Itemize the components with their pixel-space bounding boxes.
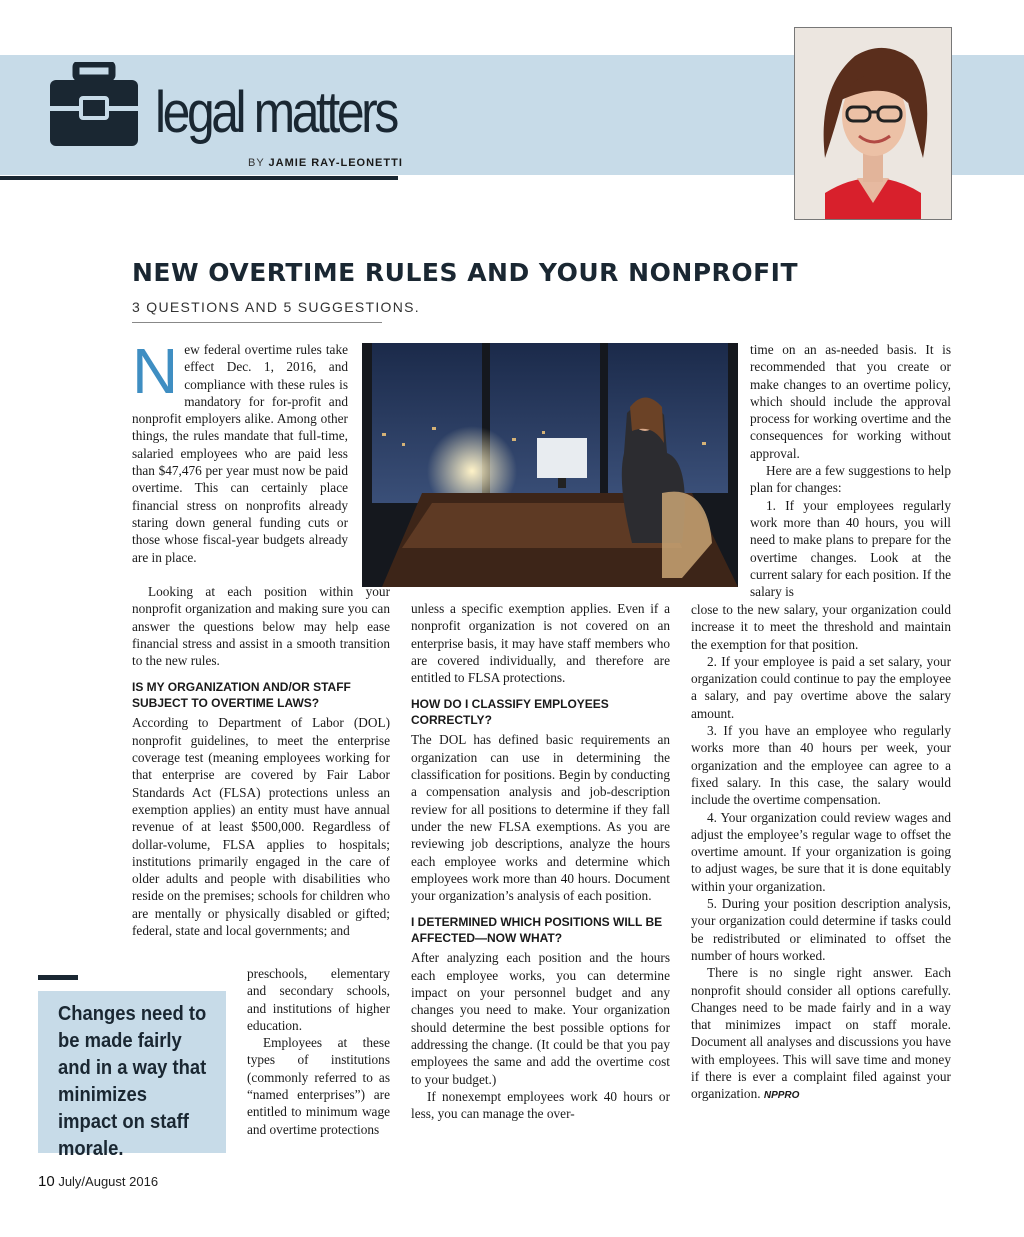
suggestion-4: 4. Your organization could review wages and adjust the employee’s regular wage to offset the overtime amount. If your organization is going to adjust wages, be sure that it is done equitably within your organization. bbox=[691, 809, 951, 894]
closing-text: There is no single right answer. Each nonprofit should consider all options carefully. Changes need to be made fairly and in a way that minimizes impact on staff morale. Document all analyses and discussions you have with employees. This will save time and money if there is ever a complaint filed against your organization. bbox=[691, 965, 951, 1102]
author-photo bbox=[794, 27, 952, 220]
byline bbox=[248, 157, 403, 169]
office-photo bbox=[362, 343, 738, 587]
suggestion-5: 5. During your position description analysis, your organization could determine if tasks could be redistributed or eliminated to offset the number of hours worked. bbox=[691, 896, 951, 963]
suggestion-2: 2. If your employee is paid a set salary, your organization could continue to pay the employee a salary, and pay overtime above the salary amount. bbox=[691, 653, 951, 721]
drop-cap: N bbox=[132, 335, 179, 407]
pull-quote-bar bbox=[38, 975, 78, 980]
suggestions-intro: Here are a few suggestions to help plan for changes: bbox=[750, 463, 951, 496]
heading-question-2: HOW DO I CLASSIFY EMPLOYEES CORRECTLY? bbox=[411, 697, 609, 728]
header-rule bbox=[0, 176, 398, 180]
suggestion-1-continued: close to the new salary, your organization could increase it to meet the threshold and maintain the exemption for that position. bbox=[691, 602, 951, 652]
question-2-paragraph: The DOL has defined basic requirements an organization can use in determining the classification for positions. Begin by conducting a compensation analysis and job-description review for all positions to determine if they fall under the new FLSA exemptions. As you are reviewing job descriptions, analyze the hours each employee works and determine which employees work more than 40 hours. Document your organization’s analysis of each position. bbox=[411, 732, 670, 904]
question-3-paragraph-2: If nonexempt employees work 40 hours or less, you can manage the over- bbox=[411, 1088, 670, 1122]
briefcase-icon bbox=[48, 62, 140, 148]
suggestion-3: 3. If you have an employee who regularly works more than 40 hours per week, your organization and the employee can agree to a fixed salary. In this case, the salary would include the overtime compensation. bbox=[691, 723, 951, 808]
question-1-paragraph: According to Department of Labor (DOL) nonprofit guidelines, to meet the enterprise coverage test (meaning employees working for that enterprise are covered by Fair Labor Standards Act (FLSA) protections unless an exemption applies) an entity must have annual revenue of at least $500,000. Regardless of dollar-volume, FLSA applies to hospitals; institutions primarily engaged in the care of older adults and people with disabilities who reside on the premises; schools for children who are mentally or physically disabled or gifted; federal, state and local governments; and bbox=[132, 715, 390, 939]
column-3-body bbox=[691, 601, 951, 1105]
closing-paragraph bbox=[691, 964, 951, 1104]
column-1-body bbox=[132, 583, 390, 939]
column-1-intro bbox=[132, 335, 348, 566]
heading-question-3: I DETERMINED WHICH POSITIONS WILL BE AFFECTED—NOW WHAT? bbox=[411, 915, 663, 946]
question-1-paragraph-2: Employees at these types of institutions (commonly referred to as “named enterprises”) are entitled to minimum wage and overtime protections bbox=[247, 1035, 390, 1137]
pull-quote: Changes need to be made fairly and in a way that minimizes impact on staff morale. bbox=[58, 1003, 207, 1160]
column-1-wrap bbox=[247, 965, 390, 1138]
column-3-paragraph-1: time on an as-needed basis. It is recommended that you create or make changes to an overtime policy, which should include the approval process for working overtime and the consequences for working without approval. bbox=[750, 342, 951, 461]
page-footer bbox=[38, 1173, 158, 1190]
column-2-paragraph-1: unless a specific exemption applies. Even if a nonprofit organization is not covered on an enterprise basis, it may have staff members who are covered individually, and therefore are entitled to FLSA protections. bbox=[411, 601, 670, 686]
issue-date: July/August 2016 bbox=[58, 1174, 159, 1189]
question-3-paragraph: After analyzing each position and the hours each employee works, you can determine impact on your personnel budget and any changes you need to make. Your organization should determine the best possible options for addressing the change. (It could be that you pay employees the same and add the overtime cost to your budget.) bbox=[411, 950, 670, 1087]
section-title: legal matters bbox=[155, 80, 396, 145]
article-title: NEW OVERTIME RULES AND YOUR NONPROFIT bbox=[132, 258, 798, 287]
question-1-wrap: preschools, elementary and secondary schools, and institutions of higher education. bbox=[247, 966, 390, 1033]
column-3-top bbox=[750, 341, 951, 600]
subtitle-rule bbox=[132, 322, 382, 323]
column-2 bbox=[411, 600, 670, 1122]
page-number: 10 bbox=[38, 1173, 55, 1190]
article-subtitle: 3 QUESTIONS AND 5 SUGGESTIONS. bbox=[132, 299, 420, 315]
author-name: JAMIE RAY-LEONETTI bbox=[268, 157, 403, 169]
intro-paragraph-2: Looking at each position within your nonprofit organization and making sure you can answer the questions below may help ease financial stress and assist in a smooth transition to the new rules. bbox=[132, 584, 390, 669]
suggestion-1: 1. If your employees regularly work more than 40 hours, you will need to make plans to prepare for the overtime changes. Look at the current salary for each position. If the salary is bbox=[750, 497, 951, 600]
byline-prefix: BY bbox=[248, 157, 265, 169]
heading-question-1: IS MY ORGANIZATION AND/OR STAFF SUBJECT TO OVERTIME LAWS? bbox=[132, 680, 351, 711]
signoff-mark: NPPRO bbox=[763, 1090, 800, 1102]
intro-paragraph: ew federal overtime rules take effect Dec. 1, 2016, and compliance with these rules is mandatory for for-profit and nonprofit employers alike. Among other things, the rules mandate that full-time, salaried employees who are paid less than $47,476 per year must now be paid overtime. This can certainly place financial stress on nonprofits already staring down general funding cuts or those whose fiscal-year budgets already are in place. bbox=[132, 342, 348, 565]
